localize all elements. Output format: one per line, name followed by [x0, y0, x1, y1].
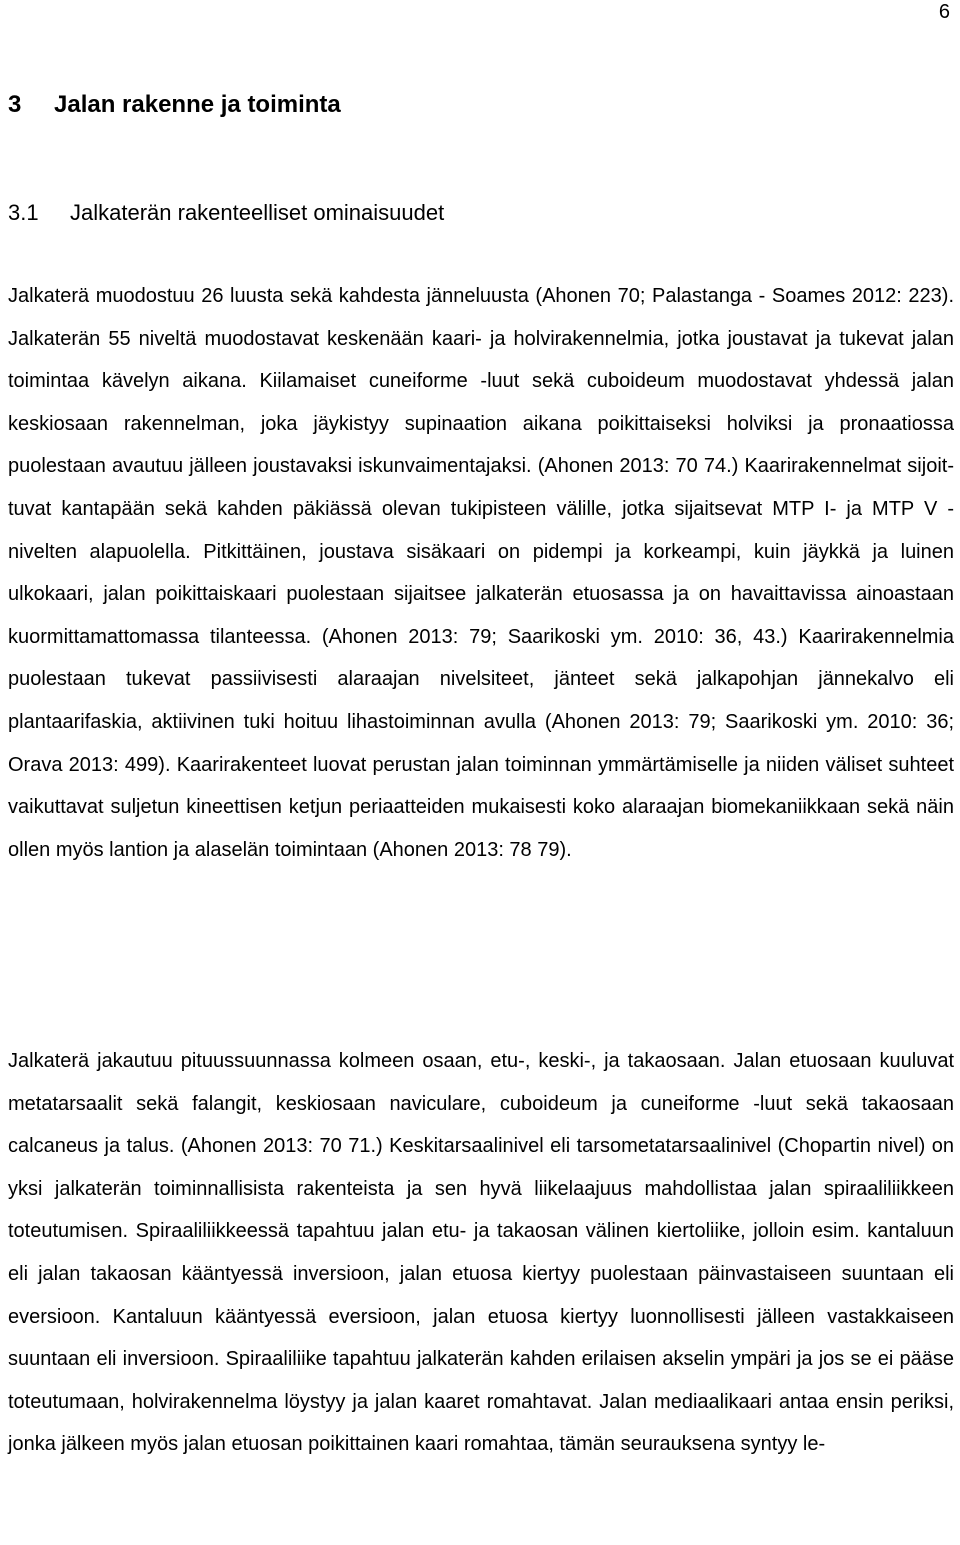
section-heading	[8, 199, 444, 227]
chapter-number: 3	[8, 91, 22, 118]
section-number: 3.1	[8, 200, 39, 225]
body-paragraph: Jalkaterä muodostuu 26 luusta sekä kahdesta jänneluusta (Ahonen 70; Palastanga - Soames 2012: 223). Jalkaterän 55 niveltä muodostavat keskenään kaari- ja holvirakennelmia, jotka joustavat ja tukevat jalan toimintaa kävelyn aikana. Kiilamaiset cuneiforme -luut sekä cuboideum muodostavat yhdessä jalan keskiosaan rakennelman, joka jäykistyy supinaation aikana poikittaiseksi holviksi ja pronaatiossa puolestaan avautuu jälleen joustavaksi iskunvaimentajaksi. (Ahonen 2013: 70 74.) Kaarirakennelmat sijoittuvat kantapään sekä kahden päkiässä olevan tukipisteen välille, jotka sijaitsevat MTP I- ja MTP V -nivelten alapuolella. Pitkittäinen, joustava sisäkaari on pidempi ja korkeampi, kuin jäykkä ja luinen ulkokaari, jalan poikittaiskaari puolestaan sijaitsee jalkaterän etuosassa ja on havaittavissa ainoastaan kuormittamattomassa tilanteessa. (Ahonen 2013: 79; Saarikoski ym. 2010: 36, 43.) Kaarirakennelmia puolestaan tukevat passiivisesti alaraajan nivelsiteet, jänteet sekä jalkapohjan jännekalvo eli plantaarifaskia, aktiivinen tuki hoituu lihastoiminnan avulla (Ahonen 2013: 79; Saarikoski ym. 2010: 36; Orava 2013: 499). Kaarirakenteet luovat perustan jalan toiminnan ymmärtämiselle ja niiden väliset suhteet vaikuttavat suljetun kineettisen ketjun periaatteiden mukaisesti koko alaraajan biomekaniikkaan sekä näin ollen myös lantion ja alaselän toimintaan (Ahonen 2013: 78 79).	[8, 285, 954, 861]
chapter-title: Jalan rakenne ja toiminta	[54, 91, 341, 118]
body-paragraph: Jalkaterä jakautuu pituussuunnassa kolmeen osaan, etu-, keski-, ja takaosaan. Jalan etuosaan kuuluvat metatarsaalit sekä falangit, keskiosaan naviculare, cuboideum ja cuneiforme -luut sekä takaosaan calcaneus ja talus. (Ahonen 2013: 70 71.) Keskitarsaalinivel eli tarsometatarsaalinivel (Chopartin nivel) on yksi jalkaterän toiminnallisista rakenteista ja sen hyvä liikelaajuus mahdollistaa jalan spiraaliliikkeen toteutumisen. Spiraaliliikkeessä tapahtuu jalan etu- ja takaosan välinen kiertoliike, jolloin esim. kantaluun eli jalan takaosan kääntyessä inversioon, jalan etuosa kiertyy puolestaan päinvastaiseen suuntaan eli eversioon. Kantaluun kääntyessä eversioon, jalan etuosa kiertyy luonnollisesti jälleen vastakkaiseen suuntaan eli inversioon. Spiraaliliike tapahtuu jalkaterän kahden erilaisen akselin ympäri ja jos se ei pääse toteutumaan, holvirakennelma löystyy ja jalan kaaret romahtavat. Jalan mediaalikaari antaa ensin periksi, jonka jälkeen myös jalan etuosan poikittainen kaari romahtaa, tämän seurauksena syntyy le-	[8, 1050, 954, 1456]
chapter-heading	[8, 90, 341, 120]
section-title: Jalkaterän rakenteelliset ominaisuudet	[70, 200, 445, 225]
page-number: 6	[938, 1, 950, 23]
